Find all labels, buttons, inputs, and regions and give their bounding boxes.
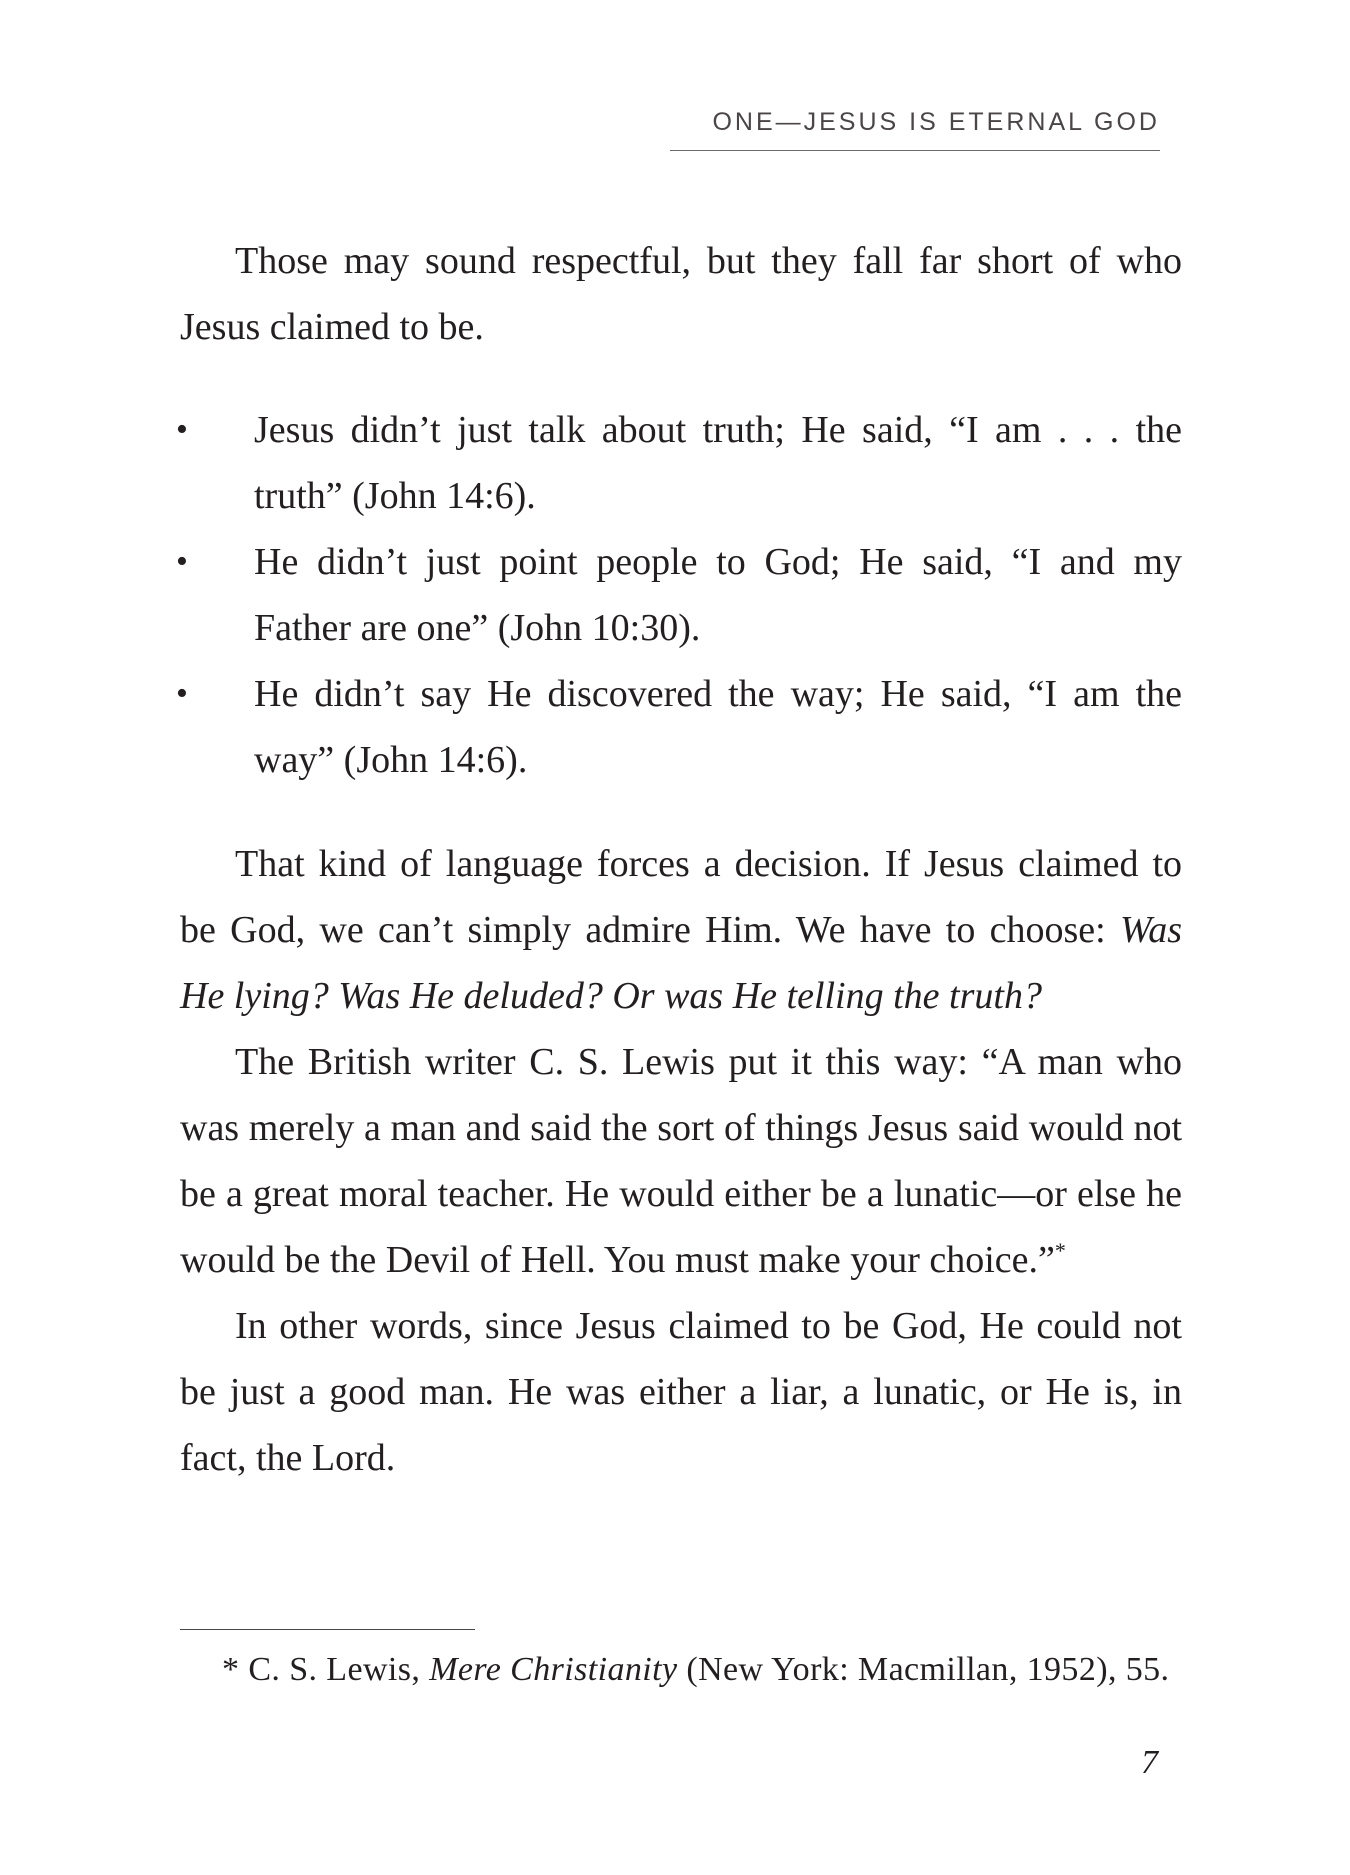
paragraph-intro: Those may sound respectful, but they fall far short of who Jesus claimed to be. [180, 240, 1182, 348]
page-number: 7 [1141, 1744, 1158, 1781]
bullet-icon: • [176, 543, 188, 580]
footnote-reference[interactable]: * [1054, 1238, 1066, 1263]
list-item [176, 397, 1182, 529]
list-item [176, 529, 1182, 661]
claims-list [176, 397, 1182, 793]
footnote-mark: * [222, 1651, 240, 1688]
paragraph-decision [180, 831, 1182, 1029]
footnote-details: (New York: Macmillan, 1952), 55. [686, 1651, 1170, 1688]
paragraph-decision-questions: Was He lying? Was He deluded? Or was He telling the truth? [180, 909, 1182, 1017]
footnote [222, 1648, 1182, 1692]
paragraph-conclusion: In other words, since Jesus claimed to be God, He could not be just a good man. He was either a liar, a lunatic, or He is, in fact, the Lord. [180, 1305, 1182, 1479]
bullet-icon: • [176, 411, 188, 448]
list-item [176, 661, 1182, 793]
running-head-rule [670, 150, 1160, 151]
footnote-book-title: Mere Christianity [429, 1651, 678, 1688]
body-text [176, 228, 1182, 1491]
footnote-rule [180, 1629, 475, 1630]
paragraph-decision-text: That kind of language forces a decision. If Jesus claimed to be God, we can’t simply admire Him. We have to choose: [180, 843, 1182, 951]
footnote-author: C. S. Lewis, [248, 1651, 421, 1688]
list-item-text: He didn’t just point people to God; He said, “I and my Father are one” (John 10:30). [254, 541, 1182, 649]
lewis-quote-text: The British writer C. S. Lewis put it this way: “A man who was merely a man and said the sort of things Jesus said would not be a great moral teacher. He would either be a lunatic—or else he would be the Devil of Hell. You must make your choice.” [180, 1041, 1182, 1281]
bullet-icon: • [176, 675, 188, 712]
list-item-text: He didn’t say He discovered the way; He said, “I am the way” (John 14:6). [254, 673, 1182, 781]
list-item-text: Jesus didn’t just talk about truth; He said, “I am . . . the truth” (John 14:6). [254, 409, 1182, 517]
paragraph-lewis-quote [180, 1029, 1182, 1293]
running-head: ONE—JESUS IS ETERNAL GOD [712, 108, 1160, 136]
